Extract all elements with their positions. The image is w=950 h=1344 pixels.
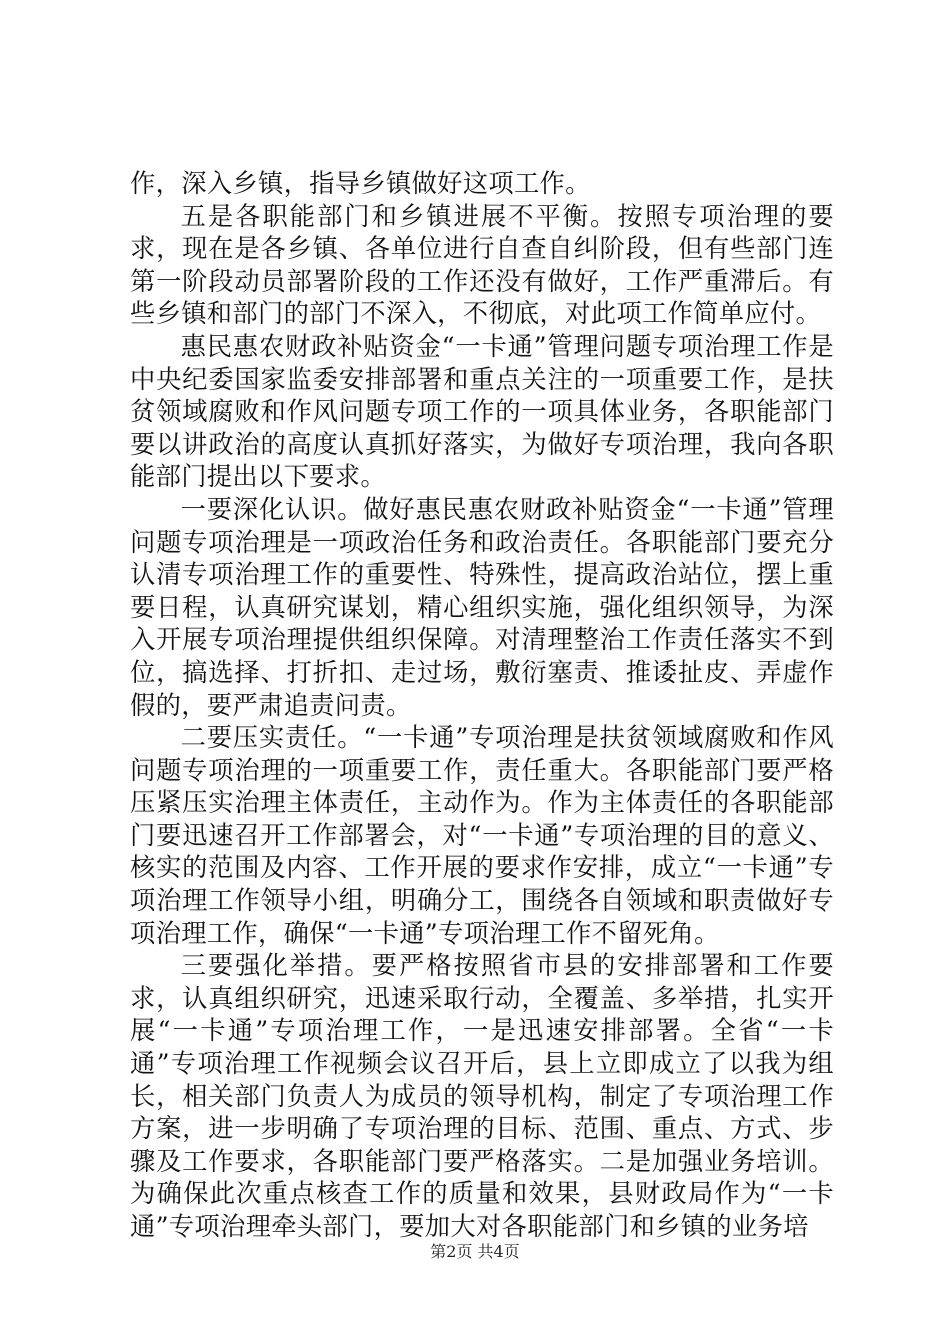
page-footer <box>0 1242 950 1262</box>
paragraph-deepen-awareness: 一要深化认识。做好惠民惠农财政补贴资金“一卡通”管理问题专项治理是一项政治任务和政治责任。各职能部门要充分认清专项治理工作的重要性、特殊性，提高政治站位，摆上重要日程，认真研究谋划，精心组织实施，强化组织领导，为深入开展专项治理提供组织保障。对清理整治工作责任落实不到位，搞选择、打折扣、走过场，敷衍塞责、推诿扯皮、弄虚作假的，要严肃追责问责。 <box>130 494 834 720</box>
page-number-label: 第2页 共4页 <box>430 1242 520 1261</box>
paragraph-five-imbalance: 五是各职能部门和乡镇进展不平衡。按照专项治理的要求，现在是各乡镇、各单位进行自查自纠阶段，但有些部门连第一阶段动员部署阶段的工作还没有做好，工作严重滞后。有些乡镇和部门的部门不深入，不彻底，对此项工作简单应付。 <box>130 201 834 329</box>
document-body <box>130 168 834 1244</box>
paragraph-strengthen-measures: 三要强化举措。要严格按照省市县的安排部署和工作要求，认真组织研究，迅速采取行动，全覆盖、多举措，扎实开展“一卡通”专项治理工作，一是迅速安排部署。全省“一卡通”专项治理工作视频会议召开后，县上立即成立了以我为组长，相关部门负责人为成员的领导机构，制定了专项治理工作方案，进一步明确了专项治理的目标、范围、重点、方式、步骤及工作要求，各职能部门要严格落实。二是加强业务培训。为确保此次重点核查工作的质量和效果，县财政局作为“一卡通”专项治理牵头部门，要加大对各职能部门和乡镇的业务培 <box>130 951 834 1241</box>
paragraph-one-card-intro: 惠民惠农财政补贴资金“一卡通”管理问题专项治理工作是中央纪委国家监委安排部署和重点关注的一项重要工作，是扶贫领域腐败和作风问题专项工作的一项具体业务，各职能部门要以讲政治的高度认真抓好落实，为做好专项治理，我向各职能部门提出以下要求。 <box>130 331 834 492</box>
paragraph-compact-responsibility: 二要压实责任。“一卡通”专项治理是扶贫领域腐败和作风问题专项治理的一项重要工作，责任重大。各职能部门要严格压紧压实治理主体责任，主动作为。作为主体责任的各职能部门要迅速召开工作部署会，对“一卡通”专项治理的目的意义、核实的范围及内容、工作开展的要求作安排，成立“一卡通”专项治理工作领导小组，明确分工，围绕各自领域和职责做好专项治理工作，确保“一卡通”专项治理工作不留死角。 <box>130 723 834 948</box>
paragraph-continuation: 作，深入乡镇，指导乡镇做好这项工作。 <box>130 169 591 198</box>
